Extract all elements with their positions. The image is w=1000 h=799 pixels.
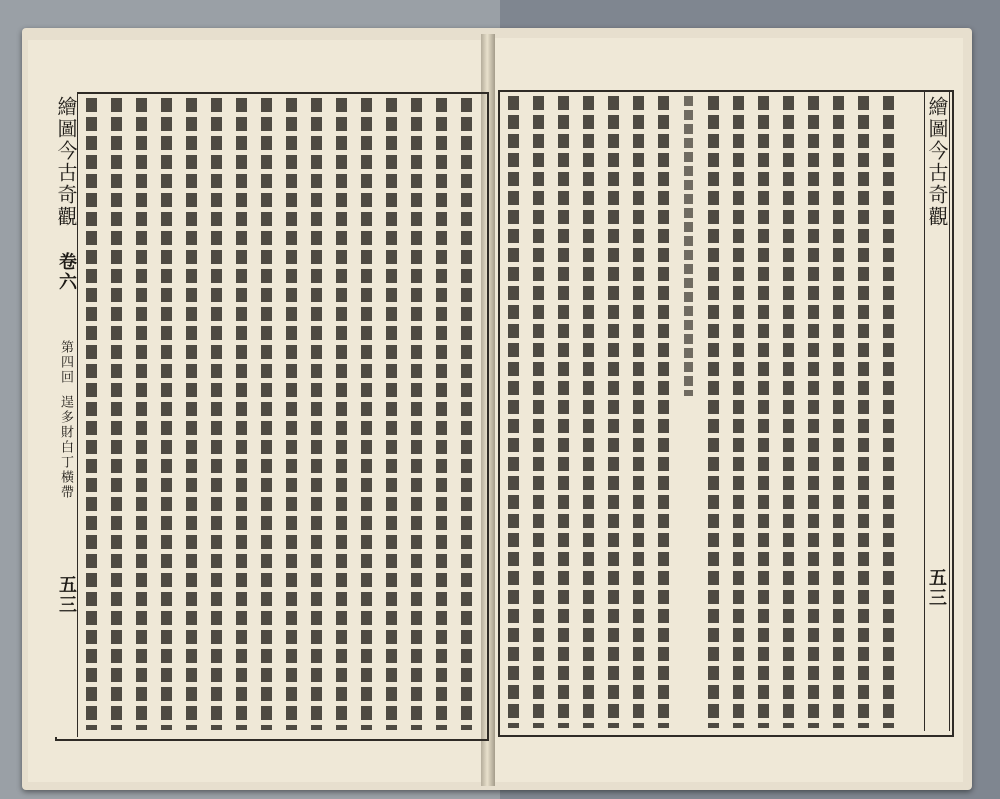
text-column — [833, 96, 844, 728]
text-column — [211, 98, 222, 730]
text-column — [86, 98, 97, 730]
text-column — [733, 96, 744, 728]
text-column — [808, 96, 819, 728]
right-text-block — [502, 94, 916, 730]
text-column — [533, 96, 544, 728]
text-column — [858, 96, 869, 728]
right-page-number: 五三 — [926, 568, 947, 608]
text-column — [436, 98, 447, 730]
text-column — [684, 96, 693, 396]
text-column — [136, 98, 147, 730]
text-column — [783, 96, 794, 728]
text-column — [286, 98, 297, 730]
text-column — [186, 98, 197, 730]
text-column — [658, 96, 669, 728]
text-column — [558, 96, 569, 728]
text-column — [261, 98, 272, 730]
text-column — [708, 96, 719, 728]
left-page-number: 五三 — [56, 575, 77, 615]
text-column — [361, 98, 372, 730]
left-chapter-title: 逞多財白丁橫帶 — [58, 395, 73, 500]
right-header-title: 繪圖今古奇觀 — [925, 96, 949, 228]
text-column — [411, 98, 422, 730]
text-column — [111, 98, 122, 730]
text-column — [883, 96, 894, 728]
text-column — [633, 96, 644, 728]
text-column — [386, 98, 397, 730]
text-column — [508, 96, 519, 728]
left-text-block — [80, 96, 480, 732]
left-volume-label: 卷六 — [56, 252, 77, 292]
text-column — [236, 98, 247, 730]
text-column — [461, 98, 472, 730]
text-column — [311, 98, 322, 730]
text-column — [608, 96, 619, 728]
text-column — [336, 98, 347, 730]
left-chapter-label: 第四回 — [58, 340, 73, 385]
text-column — [161, 98, 172, 730]
text-column — [583, 96, 594, 728]
left-header-title: 繪圖今古奇觀 — [54, 96, 78, 228]
text-column — [758, 96, 769, 728]
